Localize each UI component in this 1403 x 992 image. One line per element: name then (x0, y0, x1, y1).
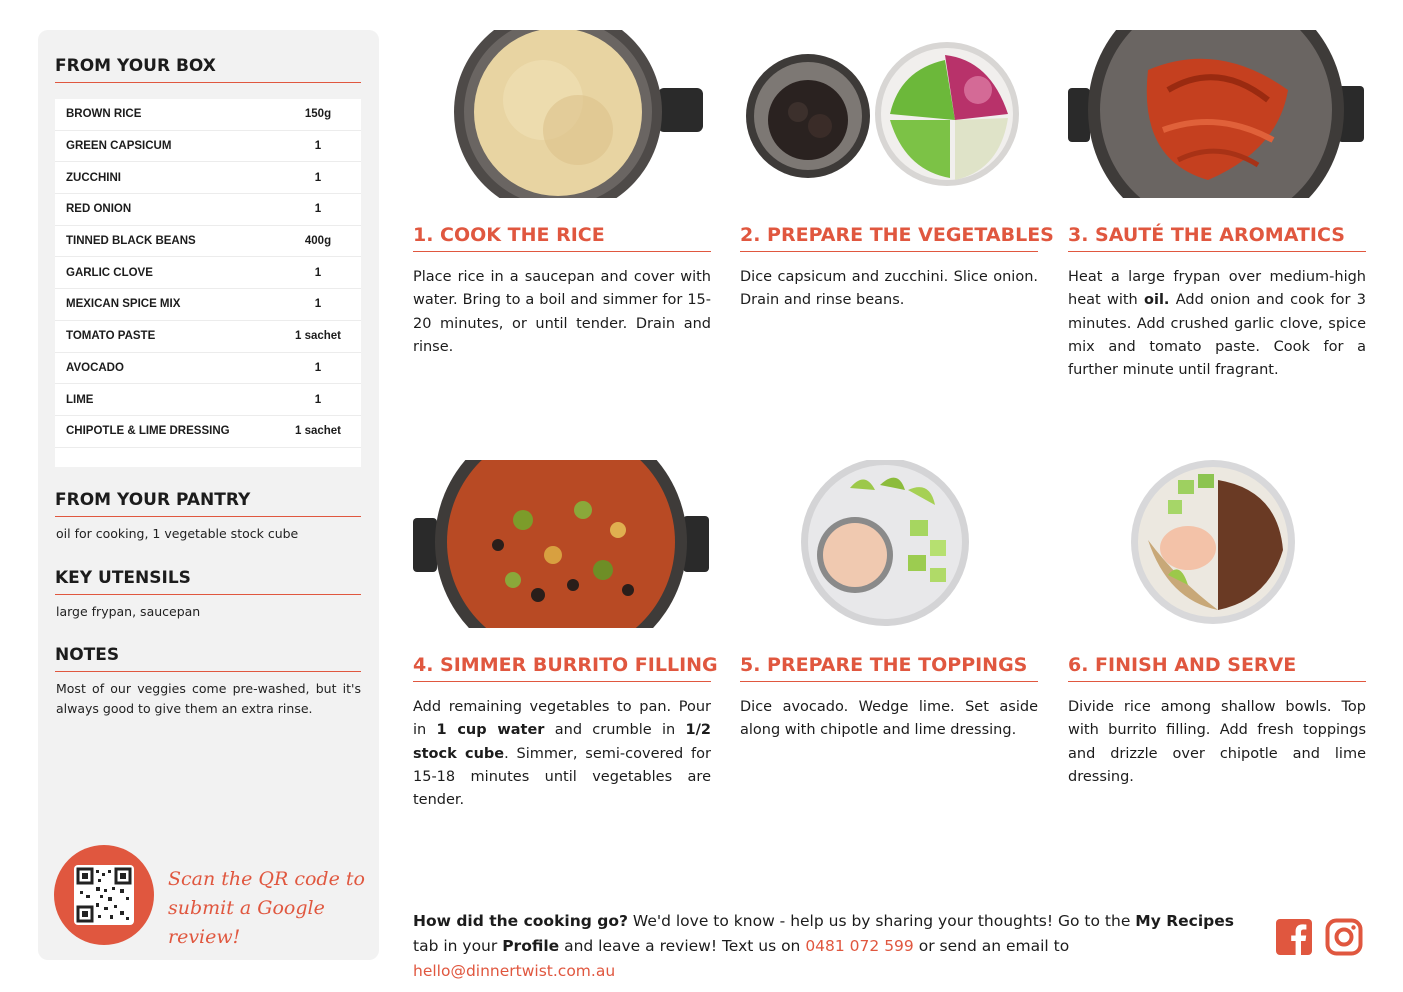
ingredient-qty: 1 (314, 266, 322, 279)
ingredient-qty: 1 sachet (294, 330, 342, 343)
step-1-text: Place rice in a saucepan and cover with water. Bring to a boil and simmer for 15-20 minutes, or until tender. Drain and rinse. (413, 269, 711, 355)
ingredients-table (55, 99, 361, 467)
table-row (55, 194, 361, 226)
step-3-title: 3. SAUTÉ THE AROMATICS (1068, 224, 1366, 252)
table-row (55, 131, 361, 163)
table-row (55, 289, 361, 321)
qr-caption (168, 865, 368, 952)
step-2-text: Dice capsicum and zucchini. Slice onion. Drain and rinse beans. (740, 269, 1038, 309)
table-row (55, 99, 361, 131)
ingredient-qty: 1 (314, 393, 322, 406)
table-row (55, 384, 361, 416)
my-recipes-label: My Recipes (1135, 912, 1234, 930)
ingredient-qty: 400g (304, 235, 332, 248)
ingredient-name: MEXICAN SPICE MIX (66, 298, 181, 311)
qr-badge[interactable] (54, 845, 154, 945)
ingredient-name: AVOCADO (66, 361, 124, 374)
table-row (55, 321, 361, 353)
utensils-heading: KEY UTENSILS (55, 568, 361, 595)
ingredient-name: GREEN CAPSICUM (66, 140, 172, 153)
ingredient-name: GARLIC CLOVE (66, 266, 153, 279)
instagram-icon[interactable] (1325, 918, 1363, 956)
table-row (55, 162, 361, 194)
step-2-title: 2. PREPARE THE VEGETABLES (740, 224, 1038, 252)
table-row (55, 226, 361, 258)
step-5-title: 5. PREPARE THE TOPPINGS (740, 654, 1038, 682)
vegetables-bowls-image (740, 30, 1038, 198)
pantry-text: oil for cooking, 1 vegetable stock cube (56, 526, 299, 541)
ingredient-name: TINNED BLACK BEANS (66, 235, 196, 248)
sidebar (38, 30, 379, 960)
ingredient-qty: 1 (314, 298, 322, 311)
ingredient-name: ZUCCHINI (66, 171, 121, 184)
step-3-text: Heat a large frypan over medium-high heat with oil. Add onion and cook for 3 minutes. Add crushed garlic clove, spice mix and tomato paste. Cook for a further minute until fragrant. (1068, 269, 1366, 379)
notes-heading: NOTES (55, 645, 361, 672)
footer-question: How did the cooking go? (413, 912, 628, 930)
rice-saucepan-image (413, 30, 711, 198)
email-link[interactable]: hello@dinnertwist.com.au (413, 962, 616, 980)
table-row (55, 257, 361, 289)
ingredient-qty: 1 sachet (294, 425, 342, 438)
toppings-plate-image (740, 460, 1038, 628)
notes-text: Most of our veggies come pre-washed, but it's always good to give them an extra rinse. (56, 681, 361, 716)
step-4-text: Add remaining vegetables to pan. Pour in 1 cup water and crumble in 1/2 stock cube. Simmer, semi-covered for 15-18 minutes until vegetables are tender. (413, 699, 711, 809)
qr-caption-line-2: submit a Google review! (168, 897, 325, 948)
ingredient-qty: 1 (314, 361, 322, 374)
step-6-title: 6. FINISH AND SERVE (1068, 654, 1366, 682)
profile-label: Profile (502, 937, 560, 955)
qr-caption-line-1: Scan the QR code to (168, 868, 365, 890)
burrito-filling-pan-image (413, 460, 711, 628)
ingredient-qty: 150g (304, 108, 332, 121)
table-row (55, 353, 361, 385)
box-heading: FROM YOUR BOX (55, 56, 361, 83)
ingredient-qty: 1 (314, 140, 322, 153)
step-4-title: 4. SIMMER BURRITO FILLING (413, 654, 711, 682)
ingredient-name: BROWN RICE (66, 108, 142, 121)
table-row (55, 416, 361, 448)
qr-code-icon[interactable] (74, 865, 134, 925)
ingredient-qty: 1 (314, 171, 322, 184)
finished-burrito-bowl-image (1068, 460, 1366, 628)
facebook-icon[interactable] (1275, 918, 1313, 956)
aromatics-frypan-image (1068, 30, 1366, 198)
ingredient-name: TOMATO PASTE (66, 330, 156, 343)
pantry-heading: FROM YOUR PANTRY (55, 490, 361, 517)
ingredient-name: RED ONION (66, 203, 132, 216)
step-6-text: Divide rice among shallow bowls. Top with burrito filling. Add fresh toppings and drizzle over chipotle and lime dressing. (1068, 699, 1366, 785)
ingredient-qty: 1 (314, 203, 322, 216)
step-1-title: 1. COOK THE RICE (413, 224, 711, 252)
review-footer: How did the cooking go? We'd love to know - help us by sharing your thoughts! Go to the My Recipes tab in your Profile and leave a review! Text us on 0481 072 599 or send an email to hello@dinnertwist.com.au (413, 912, 1234, 980)
ingredient-name: CHIPOTLE & LIME DRESSING (66, 425, 230, 438)
ingredient-name: LIME (66, 393, 94, 406)
utensils-text: large frypan, saucepan (56, 604, 201, 619)
step-5-text: Dice avocado. Wedge lime. Set aside along with chipotle and lime dressing. (740, 699, 1038, 739)
phone-link[interactable]: 0481 072 599 (805, 937, 914, 955)
